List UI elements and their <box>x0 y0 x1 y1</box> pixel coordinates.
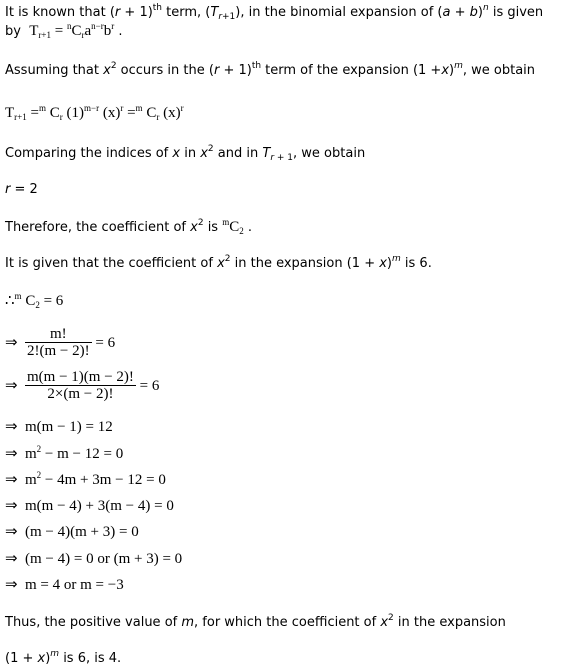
assumption-line: Assuming that $x^2$ occurs in the $(r + 1)^{th}$ term of the expansion $(1 +x)^m$, we obtain <box>5 61 536 78</box>
equation-step-5: ⇒ $m^2 - m - 12 = 0$ <box>5 444 124 462</box>
equation-step-3: ⇒ $\frac{m(m - 1)(m - 2)!}{2\times(m - 2)!}$ = 6 <box>5 369 160 402</box>
equation-step-2: ⇒ $\frac{m!}{2!(m - 2)!}$ = 6 <box>5 326 116 359</box>
term-expression: $T_{r+1} =^m$ $C_r$ $(1)^{m-r}$ $(x)^r =^m$ $C_r$ $(x)^r$ <box>5 103 184 122</box>
conclusion-line-2: $(1 + x)^m$ is 6, is 4. <box>5 649 122 666</box>
r-value-line: r = 2 <box>5 182 38 197</box>
known-binomial-term-statement: It is known that $(r + 1)^{th}$ term, $(T_{r+1})$, in the binomial expansion of $(a + b)^n$ is given <box>5 3 544 22</box>
conclusion-line-1: Thus, the positive value of m, for which the coefficient of $x^2$ in the expansion <box>5 613 506 630</box>
general-term-formula: by $T_{r+1} = ^nC_ra^{n-r}b^r$ . <box>5 21 123 40</box>
equation-step-6: ⇒ $m^2 - 4m + 3m - 12 = 0$ <box>5 470 166 488</box>
given-condition-line: It is given that the coefficient of $x^2$ in the expansion $(1 + x)^m$ is 6. <box>5 254 432 271</box>
equation-step-9: ⇒ (m − 4) = 0 or (m + 3) = 0 <box>5 551 183 567</box>
coefficient-statement: Therefore, the coefficient of $x^2$ is $^mC_2$ . <box>5 217 253 236</box>
equation-step-1: ∴$^m$ $C_2 = 6$ <box>5 291 64 310</box>
equation-step-4: ⇒ m(m − 1) = 12 <box>5 419 113 435</box>
equation-step-8: ⇒ (m − 4)(m + 3) = 0 <box>5 524 139 540</box>
equation-step-10: ⇒ m = 4 or m = −3 <box>5 577 124 593</box>
equation-step-7: ⇒ m(m − 4) + 3(m − 4) = 0 <box>5 498 174 514</box>
comparing-indices-line: Comparing the indices of x in $x^2$ and in $T_r$ $_{+ 1}$, we obtain <box>5 144 366 163</box>
